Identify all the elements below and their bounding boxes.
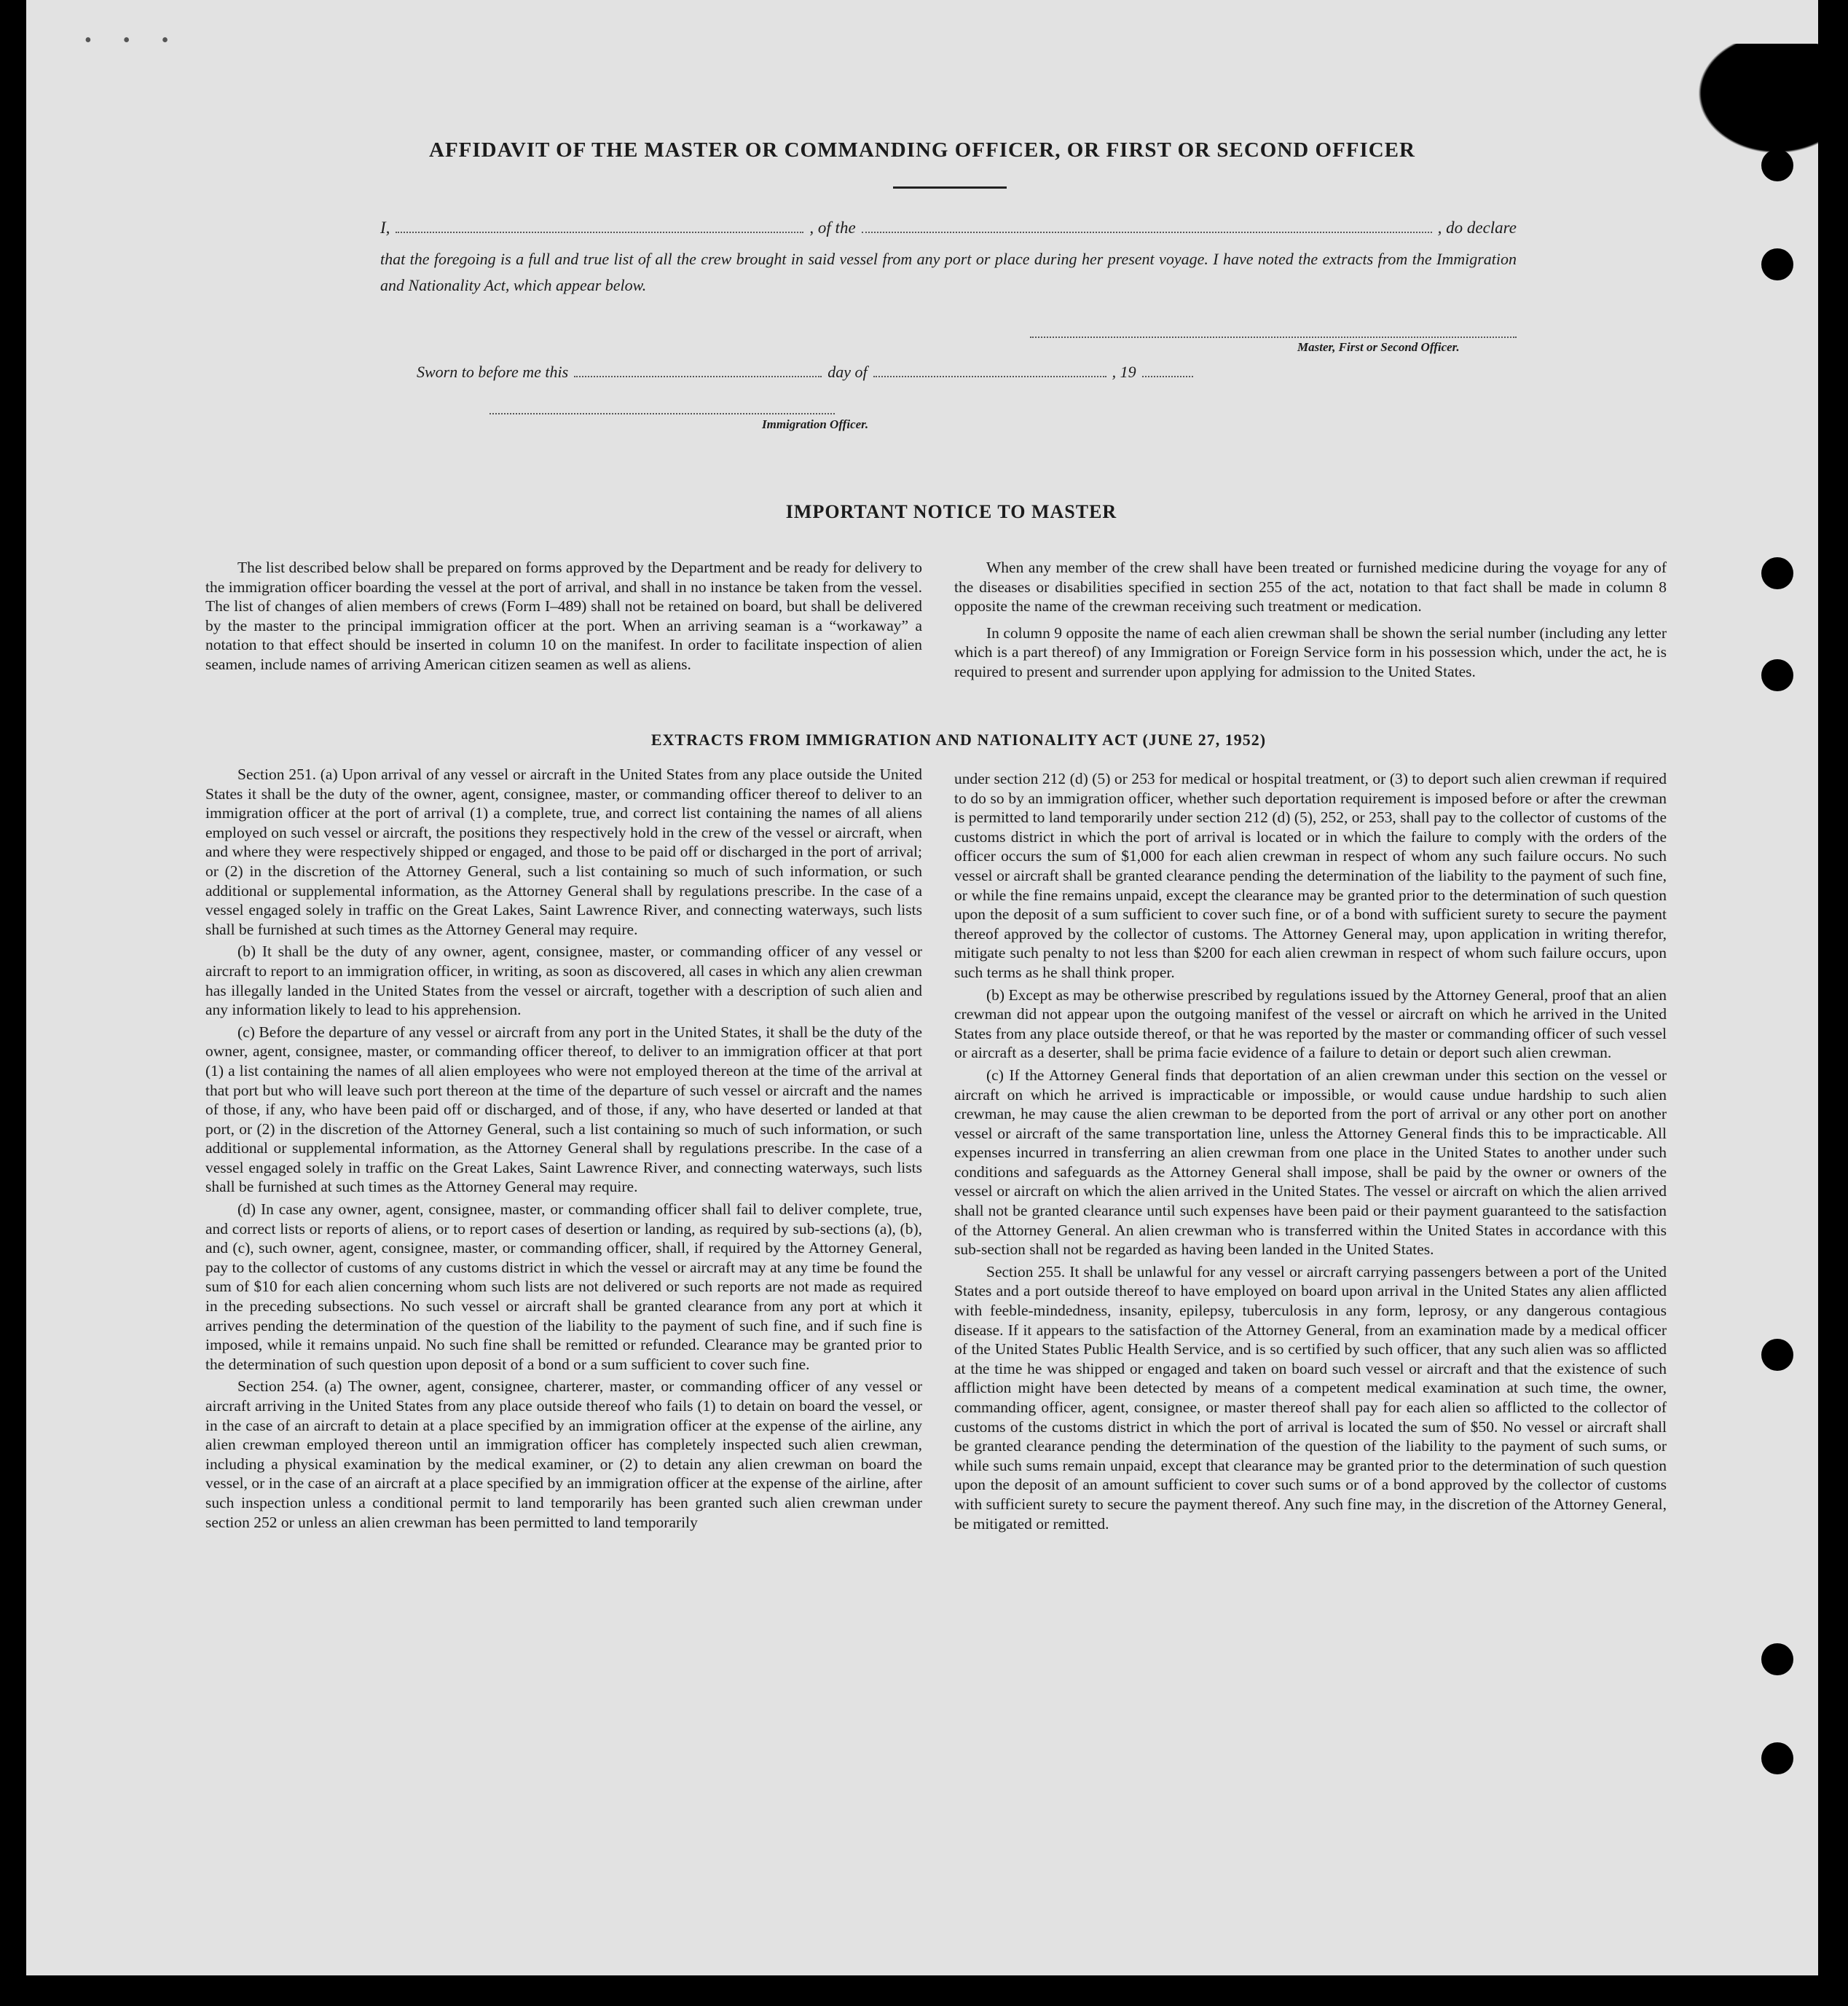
punch-hole bbox=[1761, 1339, 1793, 1371]
extracts-title: EXTRACTS FROM IMMIGRATION AND NATIONALITY ACT (JUNE 27, 1952) bbox=[650, 731, 1267, 749]
sworn-day-field[interactable] bbox=[574, 363, 822, 377]
punch-hole bbox=[1761, 1643, 1793, 1675]
section-paragraph: Section 251. (a) Upon arrival of any vessel or aircraft in the United States from any place outside the United States it shall be the duty of the owner, agent, consignee, master, or commanding officer thereof to deliver to an immigration officer at the port of arrival (1) a complete, true, and correct list containing the names of all aliens employed on such vessel or aircraft, the positions they respectively hold in the crew of the vessel or aircraft, when and where they were respectively shipped or engaged, and those to be paid off or discharged in the port of arrival; or (2) in the discretion of the Attorney General, such a list containing so much of such information, or such additional or supplemental information, as the Attorney General shall by regulations prescribe. In the case of a vessel engaged solely in traffic on the Great Lakes, Saint Lawrence River, and connecting waterways, such lists shall be furnished at such times as the Attorney General may require. bbox=[205, 766, 922, 938]
section-paragraph: (b) It shall be the duty of any owner, agent, consignee, master, or commanding officer of any vessel or aircraft to report to an immigration officer, in writing, as soon as discovered, all cases in which any alien crewman has illegally landed in the United States from the vessel or aircraft, together with a description of such alien and any information likely to lead to his apprehension. bbox=[205, 943, 922, 1019]
section-paragraph: Section 255. It shall be unlawful for any vessel or aircraft carrying passengers between a port of the United States and a port outside thereof to have employed on board upon arrival in the United States any alien afflicted with feeble-mindedness, insanity, epilepsy, tuberculosis in any form, leprosy, or any dangerous contagious disease. If it appears to the satisfaction of the Attorney General, from an examination made by a medical officer of the United States Public Health Service, and is so certified by such officer, that any such alien was so afflicted at the time he was shipped or engaged and taken on board such vessel or aircraft and that the existence of such affliction might have been detected by means of a competent medical examination at such time, the owner, commanding officer, agent, consignee, or master thereof shall pay for each alien so afflicted to the collector of customs of the customs district in which the port of arrival is located the sum of $50. No vessel or aircraft shall be granted clearance pending the determination of the question of the liability to the payment of such sums, or while such sums remain unpaid, except that clearance may be granted prior to the determination of such question upon the deposit of an amount sufficient to cover such sums or of a bond approved by the collector of customs with sufficient surety to secure the payment thereof. Any such fine may, in the discretion of the Attorney General, be mitigated or remitted. bbox=[954, 1262, 1667, 1533]
notice-paragraph: The list described below shall be prepared on forms approved by the Department and be ready for delivery to the immigration officer boarding the vessel at the port of arrival, and shall in no instance be taken from the vessel. The list of changes of alien members of crews (Form I–489) shall not be retained on board, but shall be delivered by the master to the principal immigration officer at the port. When an arriving seaman is a “workaway” a notation to that effect should be inserted in column 10 on the manifest. In order to facilitate inspection of alien seamen, include names of arriving American citizen seamen as well as aliens. bbox=[205, 559, 922, 673]
section-paragraph: (b) Except as may be otherwise prescribed by regulations issued by the Attorney General, proof that an alien crewman did not appear upon the outgoing manifest of the vessel or aircraft on which he arrived in the United States from any place outside thereof, or that he was reported by the master or commanding officer of such vessel or aircraft as a deserter, shall be prima facie evidence of a failure to detain or deport such alien crewman. bbox=[954, 986, 1667, 1062]
officer-signature-field[interactable] bbox=[489, 413, 835, 414]
of-the-label: , of the bbox=[809, 219, 856, 237]
year-label: , 19 bbox=[1112, 363, 1136, 381]
sworn-prefix: Sworn to before me this bbox=[417, 363, 569, 381]
sworn-year-field[interactable] bbox=[1142, 363, 1193, 377]
punch-hole bbox=[1761, 659, 1793, 691]
officer-signature-caption: Immigration Officer. bbox=[762, 417, 869, 431]
affidavit-title: AFFIDAVIT OF THE MASTER OR COMMANDING OFFICER, OR FIRST OR SECOND OFFICER bbox=[429, 138, 1415, 162]
notice-paragraph: When any member of the crew shall have been treated or furnished medicine during the voyage for any of the diseases or disabilities specified in section 255 of the act, notation to that fact shall be made in column 8 opposite the name of the crewman receiving such treatment or medication. bbox=[954, 559, 1667, 615]
section-paragraph: under section 212 (d) (5) or 253 for medical or hospital treatment, or (3) to deport such alien crewman if required to do so by an immigration officer, whether such deportation requirement is imposed before or after the crewman is permitted to land temporarily under section 212 (d) (5), 252, or 253, shall pay to the collector of customs of the customs district in which the port of arrival is located or in which the failure to comply with the orders of the officer occurs the sum of $1,000 for each alien crewman in respect of whom any such failure occurs. No such vessel or aircraft shall be granted clearance pending the determination of the liability to the payment of such fine, or while the fine remains unpaid, except the clearance may be granted prior to the determination of such question upon the deposit of a sum sufficient to cover such fine, or of a bond with sufficient surety to secure the payment thereof approved by the collector of customs. The Attorney General may, upon application in writing therefor, mitigate such penalty to not less than $200 for each alien crewman in respect of whom such failure occurs, upon such terms as he shall think proper. bbox=[954, 770, 1667, 981]
sworn-month-field[interactable] bbox=[873, 363, 1106, 377]
notice-title: IMPORTANT NOTICE TO MASTER bbox=[785, 501, 1117, 522]
punch-hole bbox=[1761, 1742, 1793, 1774]
notice-right-column bbox=[954, 558, 1667, 682]
declaration-text: that the foregoing is a full and true list of all the crew brought in said vessel from any port or place during her present voyage. I have noted the extracts from the Immigration and Nationality Act, which appear below. bbox=[380, 250, 1517, 294]
declarant-prefix: I, bbox=[380, 219, 390, 237]
section-paragraph: Section 254. (a) The owner, agent, consignee, charterer, master, or commanding officer of any vessel or aircraft arriving in the United States from any place outside thereof who fails (1) to detain on board the vessel, or in the case of an aircraft to detain at a place specified by an immigration officer at the expense of the airline, any alien crewman employed thereon until an immigration officer has completely inspected such alien crewman, including a physical examination by the medical examiner, or (2) to detain any alien crewman on board the vessel, or in the case of an aircraft at a place specified by an immigration officer at the expense of the airline, after such inspection unless a conditional permit to land temporarily has been granted such alien crewman under section 252 or unless an alien crewman has been permitted to land temporarily bbox=[205, 1377, 922, 1531]
section-paragraph: (d) In case any owner, agent, consignee, master, or commanding officer shall fail to deliver complete, true, and correct lists or reports of aliens, or to report cases of desertion or landing, as required by sub-sections (a), (b), and (c), such owner, agent, consignee, master, or commanding officer, shall, if required by the Attorney General, pay to the collector of customs of any customs district in which the vessel or aircraft may at any time be found the sum of $10 for each alien concerning whom such lists are not delivered or such reports are not made as required in the preceding subsections. No such vessel or aircraft shall be granted clearance from any port at which it arrives pending the determination of the question of the liability to the payment of such fine, and if such fine is imposed, while it remains unpaid. No such fine shall be remitted or refunded. Clearance may be granted prior to the determination of such question upon deposit of a bond or a sum sufficient to cover such fine. bbox=[205, 1200, 922, 1373]
do-declare-label: , do declare bbox=[1437, 219, 1517, 237]
declarant-name-field[interactable] bbox=[396, 219, 803, 233]
notice-paragraph: In column 9 opposite the name of each alien crewman shall be shown the serial number (including any letter which is a part thereof) of any Immigration or Foreign Service form in his possession which, under the act, he is required to present and surrender upon applying for admission to the United States. bbox=[954, 624, 1667, 680]
punch-hole bbox=[1761, 557, 1793, 589]
section-paragraph: (c) If the Attorney General finds that deportation of an alien crewman under this section on the vessel or aircraft on which he arrived is impracticable or impossible, or would cause undue hardship to such alien crewman, he may cause the alien crewman to be deported from the port of arrival or any other port on another vessel or aircraft of the same transportation line, unless the Attorney General finds this to be impracticable. All expenses incurred in transferring an alien crewman from one place in the United States to another under such conditions and safeguards as the Attorney General shall impose, shall be paid by the owner or owners of the vessel or aircraft on which the alien arrived in the United States. The vessel or aircraft on which the alien arrived shall not be granted clearance until such expenses have been paid or their payment guaranteed to the satisfaction of the Attorney General. An alien crewman who is transferred within the United States in accordance with this sub-section shall not be regarded as having been landed in the United States. bbox=[954, 1066, 1667, 1259]
extracts-right-column bbox=[954, 769, 1667, 1533]
vessel-name-field[interactable] bbox=[862, 219, 1432, 233]
master-signature-field[interactable] bbox=[1030, 337, 1517, 338]
extracts-left-column bbox=[205, 765, 922, 1532]
master-signature-caption: Master, First or Second Officer. bbox=[1297, 340, 1460, 354]
declaration-fill-line bbox=[380, 219, 1517, 237]
section-paragraph: (c) Before the departure of any vessel or aircraft from any port in the United States, it shall be the duty of the owner, agent, consignee, master, or commanding officer thereof, to deliver to an immigration officer at that port (1) a list containing the names of all alien employees who were not employed thereon at the time of the arrival at that port but who will leave such port thereon at the time of the departure of such vessel or aircraft and the names of those, if any, who have been paid off or discharged, and of those, if any, who have deserted or landed at that port, or (2) in the discretion of the Attorney General, such a list containing so much of such information, or such additional or supplemental information, as the Attorney General shall by regulations prescribe. In the case of a vessel engaged solely in traffic on the Great Lakes, Saint Lawrence River, and connecting waterways, such lists shall be furnished at such times as the Attorney General may require. bbox=[205, 1023, 922, 1196]
punch-hole bbox=[1761, 248, 1793, 280]
title-rule bbox=[893, 186, 1007, 189]
document-page bbox=[26, 0, 1818, 1975]
sworn-line bbox=[417, 363, 1247, 382]
edge-specks: • • • bbox=[84, 29, 182, 52]
day-of-label: day of bbox=[827, 363, 868, 381]
notice-left-column bbox=[205, 558, 922, 674]
